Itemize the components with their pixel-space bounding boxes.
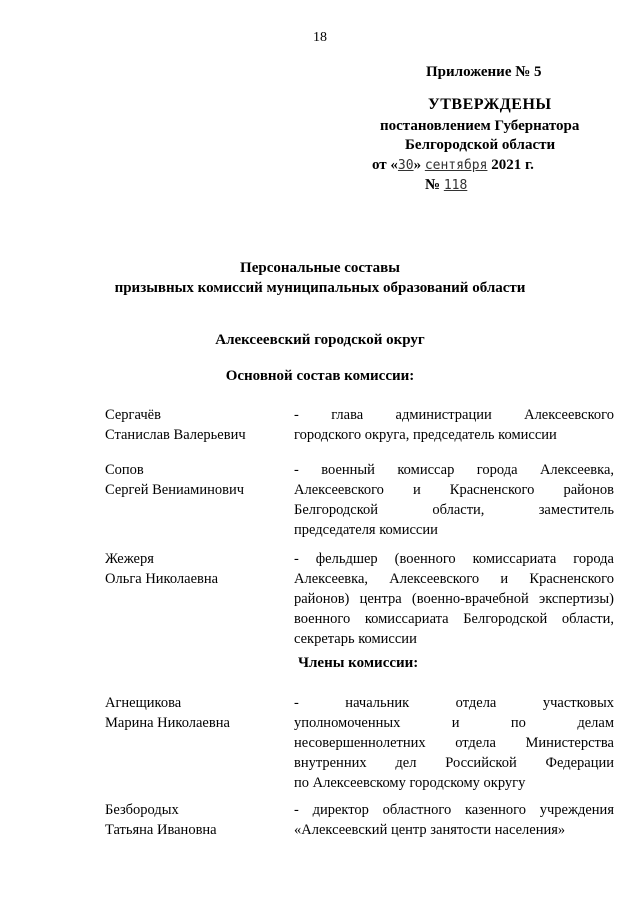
person-given-name: Марина Николаевна — [105, 715, 230, 731]
role-line: - глава администрации Алексеевского — [294, 407, 614, 423]
person-surname: Жежеря — [105, 551, 154, 567]
person-name — [105, 460, 290, 500]
appendix-label: Приложение № 5 — [426, 64, 542, 80]
doc-title-line2: призывных комиссий муниципальных образований области — [114, 280, 526, 296]
person-name — [105, 693, 290, 733]
person-surname: Сопов — [105, 462, 144, 478]
approval-decree: постановлением Губернатора — [380, 118, 580, 134]
page-number: 18 — [313, 30, 327, 45]
person-role — [294, 405, 614, 445]
number-value: 118 — [443, 178, 468, 193]
approval-date — [372, 155, 534, 176]
date-year: 2021 г. — [491, 157, 534, 173]
person-role — [294, 800, 614, 840]
district-heading: Алексеевский городской округ — [215, 332, 425, 348]
person-surname: Агнещикова — [105, 695, 182, 711]
person-surname: Сергачёв — [105, 407, 161, 423]
person-given-name: Татьяна Ивановна — [105, 822, 217, 838]
role-line: Белгородской области, заместитель — [294, 502, 614, 518]
number-prefix: № — [425, 177, 441, 193]
role-line: уполномоченных и по делам — [294, 715, 614, 731]
person-name — [105, 800, 290, 840]
role-line: председателя комиссии — [294, 522, 438, 538]
main-composition-heading: Основной состав комиссии: — [225, 368, 415, 384]
doc-title-line1: Персональные составы — [240, 260, 400, 276]
role-line: внутренних дел Российской Федерации — [294, 755, 614, 771]
role-line: военного комиссариата Белгородской области, — [294, 611, 614, 627]
person-given-name: Сергей Вениаминович — [105, 482, 245, 498]
role-line: - начальник отдела участковых — [294, 695, 614, 711]
person-given-name: Станислав Валерьевич — [105, 427, 246, 443]
date-month: сентября — [424, 158, 488, 173]
person-role — [294, 549, 614, 649]
person-name — [105, 549, 290, 589]
role-line: «Алексеевский центр занятости населения» — [294, 822, 566, 838]
role-line: районов) центра (военно-врачебной экспертизы) — [294, 591, 614, 607]
date-mid: » — [413, 157, 422, 173]
members-heading: Члены комиссии: — [298, 655, 419, 671]
approval-number — [425, 175, 467, 196]
person-role — [294, 693, 614, 793]
person-role — [294, 460, 614, 540]
role-line: секретарь комиссии — [294, 631, 417, 647]
role-line: - военный комиссар города Алексеевка, — [294, 462, 614, 478]
person-surname: Безбородых — [105, 802, 179, 818]
role-line: - фельдшер (военного комиссариата города — [294, 551, 614, 567]
date-prefix: от « — [372, 157, 398, 173]
role-line: - директор областного казенного учреждения — [294, 802, 614, 818]
role-line: по Алексеевскому городскому округу — [294, 775, 526, 791]
approval-region: Белгородской области — [405, 137, 556, 153]
role-line: несовершеннолетних отдела Министерства — [294, 735, 614, 751]
date-day: 30 — [397, 158, 414, 173]
person-name — [105, 405, 290, 445]
role-line: Алексеевка, Алексеевского и Красненского — [294, 571, 614, 587]
role-line: городского округа, председатель комиссии — [294, 427, 557, 443]
approved-label: УТВЕРЖДЕНЫ — [428, 96, 552, 113]
role-line: Алексеевского и Красненского районов — [294, 482, 614, 498]
person-given-name: Ольга Николаевна — [105, 571, 219, 587]
